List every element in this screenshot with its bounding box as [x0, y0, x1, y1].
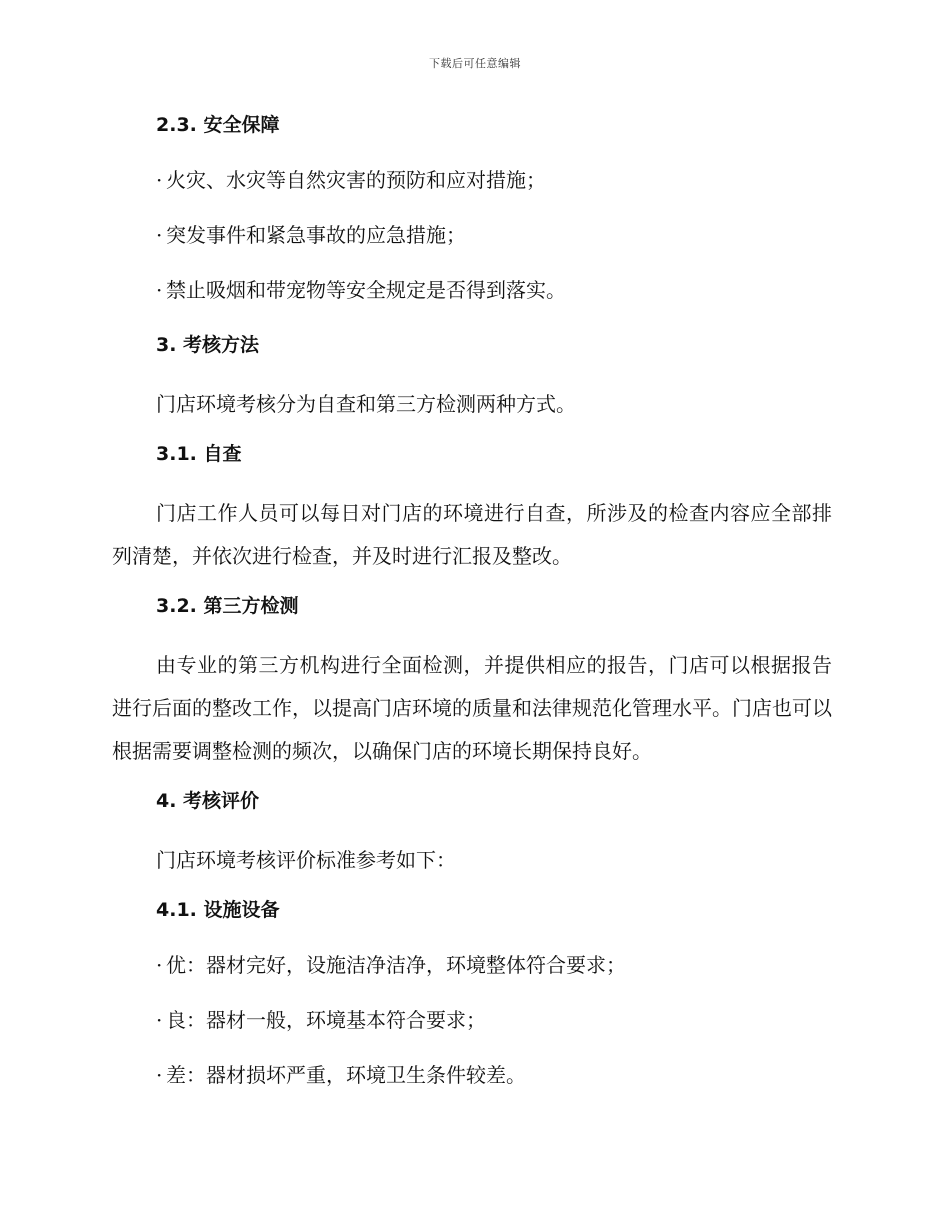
- list-item-text: 火灾、水灾等自然灾害的预防和应对措施；: [166, 168, 546, 192]
- section-heading-3: 3. 考核方法: [156, 334, 260, 356]
- list-item: [112, 273, 832, 307]
- section-heading-4-1: 4.1. 设施设备: [156, 899, 280, 921]
- list-item: [112, 1058, 832, 1092]
- bullet-icon: ·: [156, 168, 163, 192]
- list-item-text: 突发事件和紧急事故的应急措施；: [166, 223, 466, 247]
- list-item-text: 禁止吸烟和带宠物等安全规定是否得到落实。: [166, 278, 566, 302]
- list-item: [112, 163, 832, 197]
- paragraph: 门店工作人员可以每日对门店的环境进行自查，所涉及的检查内容应全部排列清楚，并依次进行检查，并及时进行汇报及整改。: [112, 501, 832, 568]
- header-note: 下载后可任意编辑: [429, 57, 521, 70]
- paragraph: 门店环境考核分为自查和第三方检测两种方式。: [156, 392, 576, 416]
- section-heading-3-2: 3.2. 第三方检测: [156, 595, 299, 617]
- bullet-icon: ·: [156, 1008, 163, 1032]
- list-item: [112, 948, 832, 982]
- paragraph: 门店环境考核评价标准参考如下：: [156, 848, 456, 872]
- list-item: [112, 218, 832, 252]
- bullet-icon: ·: [156, 278, 163, 302]
- list-item-text: 良：器材一般，环境基本符合要求；: [166, 1008, 486, 1032]
- section-heading-4: 4. 考核评价: [156, 790, 260, 812]
- list-item: [112, 1003, 832, 1037]
- paragraph: 由专业的第三方机构进行全面检测，并提供相应的报告，门店可以根据报告进行后面的整改工作，以提高门店环境的质量和法律规范化管理水平。门店也可以根据需要调整检测的频次，以确保门店的环境长期保持良好。: [112, 653, 832, 763]
- list-item-text: 优：器材完好，设施洁净洁净，环境整体符合要求；: [166, 953, 626, 977]
- list-item-text: 差：器材损坏严重，环境卫生条件较差。: [166, 1063, 526, 1087]
- section-heading-3-1: 3.1. 自查: [156, 443, 242, 465]
- document-body: [112, 108, 832, 1113]
- bullet-icon: ·: [156, 953, 163, 977]
- bullet-icon: ·: [156, 223, 163, 247]
- bullet-icon: ·: [156, 1063, 163, 1087]
- section-heading-2-3: 2.3. 安全保障: [156, 114, 280, 136]
